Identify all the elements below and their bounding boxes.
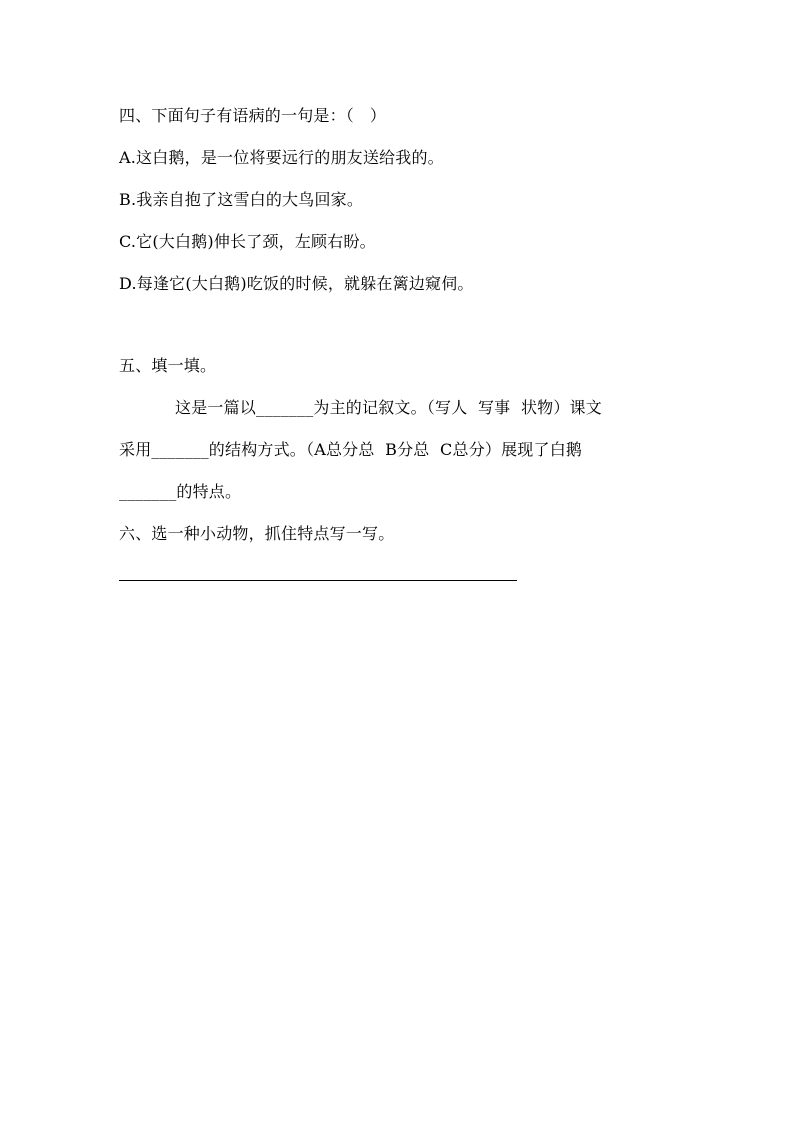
answer-line — [119, 580, 517, 581]
question-4-option-c: C.它(大白鹅)伸长了颈，左顾右盼。 — [119, 232, 376, 251]
question-5-line-1: 这是一篇以_______为主的记叙文。（写人 写事 状物）课文 — [175, 398, 602, 417]
question-6-heading: 六、选一种小动物，抓住特点写一写。 — [119, 524, 395, 543]
question-4-option-d: D.每逢它(大白鹅)吃饭的时候，就躲在篱边窥伺。 — [119, 274, 474, 293]
question-5-heading: 五、填一填。 — [119, 356, 217, 375]
question-4-option-a: A.这白鹅，是一位将要远行的朋友送给我的。 — [119, 148, 444, 167]
question-5-line-2: 采用_______的结构方式。（A总分总 B分总 C总分）展现了白鹅 — [119, 440, 583, 459]
question-5-line-3: _______的特点。 — [119, 482, 242, 501]
question-4-option-b: B.我亲自抱了这雪白的大鸟回家。 — [119, 190, 364, 209]
question-4-heading: 四、下面句子有语病的一句是：（ ） — [119, 106, 387, 125]
